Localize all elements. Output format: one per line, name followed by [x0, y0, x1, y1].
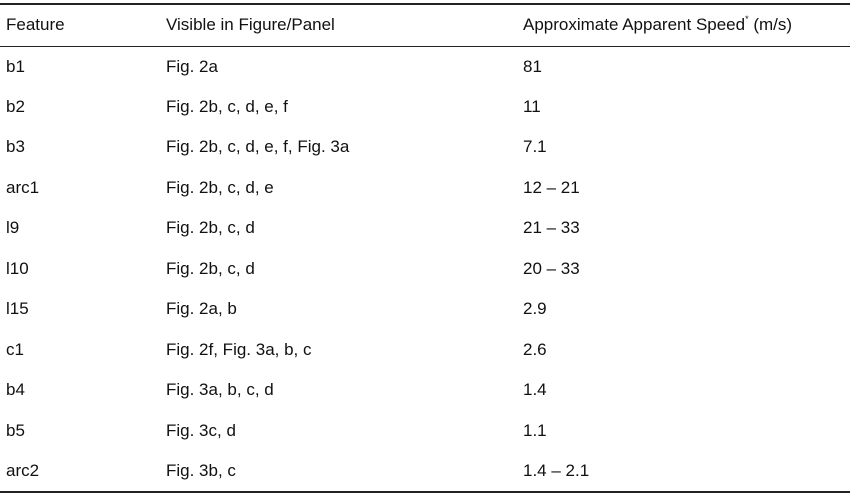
cell-feature: arc2: [0, 451, 160, 492]
table-row: [0, 168, 850, 209]
cell-visible: Fig. 2f, Fig. 3a, b, c: [166, 339, 312, 359]
header-speed-unit: (m/s): [748, 15, 793, 35]
table-row: [0, 208, 850, 249]
table-row: [0, 411, 850, 452]
cell-visible: Fig. 2b, c, d: [166, 218, 255, 238]
cell-visible: Fig. 2a, b: [166, 299, 237, 319]
cell-visible: Fig. 2b, c, d, e, f: [166, 96, 288, 116]
table-row: [0, 249, 850, 290]
cell-feature: l15: [6, 299, 29, 319]
cell-feature: b2: [6, 96, 25, 116]
cell-speed: 1.4 – 2.1: [517, 451, 850, 492]
cell-visible: Fig. 2b, c, d: [166, 258, 255, 278]
cell-speed: 11: [523, 96, 541, 116]
cell-speed: 2.9: [523, 299, 547, 319]
table-row: [0, 127, 850, 168]
cell-visible: Fig. 3b, c: [160, 451, 517, 492]
cell-feature: b4: [6, 380, 25, 400]
cell-speed: 12 – 21: [523, 177, 580, 197]
cell-feature: l10: [6, 258, 29, 278]
cell-feature: b3: [6, 137, 25, 157]
cell-speed: 7.1: [523, 137, 547, 157]
cell-feature: b1: [6, 56, 25, 76]
table-row: [0, 330, 850, 371]
header-visible-in-figure: Visible in Figure/Panel: [160, 4, 517, 46]
table-row: [0, 370, 850, 411]
cell-speed: 81: [523, 56, 542, 76]
table-row: [0, 451, 850, 492]
cell-visible: Fig. 2a: [166, 56, 218, 76]
cell-feature: arc1: [6, 177, 40, 197]
cell-visible: Fig. 3a, b, c, d: [166, 380, 274, 400]
cell-speed: 20 – 33: [523, 258, 580, 278]
cell-feature: l9: [6, 218, 20, 238]
cell-speed: 1.1: [523, 420, 547, 440]
cell-speed: 2.6: [523, 339, 547, 359]
cell-visible: Fig. 2b, c, d, e: [166, 177, 274, 197]
table-header-row: [0, 4, 850, 46]
cell-speed: 1.4: [523, 380, 547, 400]
cell-feature: b5: [6, 420, 25, 440]
cell-speed: 21 – 33: [523, 218, 580, 238]
header-apparent-speed: [517, 4, 850, 46]
table-row: [0, 46, 850, 87]
cell-visible: Fig. 2b, c, d, e, f, Fig. 3a: [166, 137, 350, 157]
cell-feature: c1: [6, 339, 24, 359]
feature-speed-table: [0, 3, 850, 493]
cell-visible: Fig. 3c, d: [166, 420, 236, 440]
header-speed-footnote-mark: *: [745, 14, 749, 25]
header-feature: Feature: [0, 4, 160, 46]
table-row: [0, 87, 850, 128]
table-row: [0, 289, 850, 330]
header-speed-label: Approximate Apparent Speed: [523, 15, 746, 35]
